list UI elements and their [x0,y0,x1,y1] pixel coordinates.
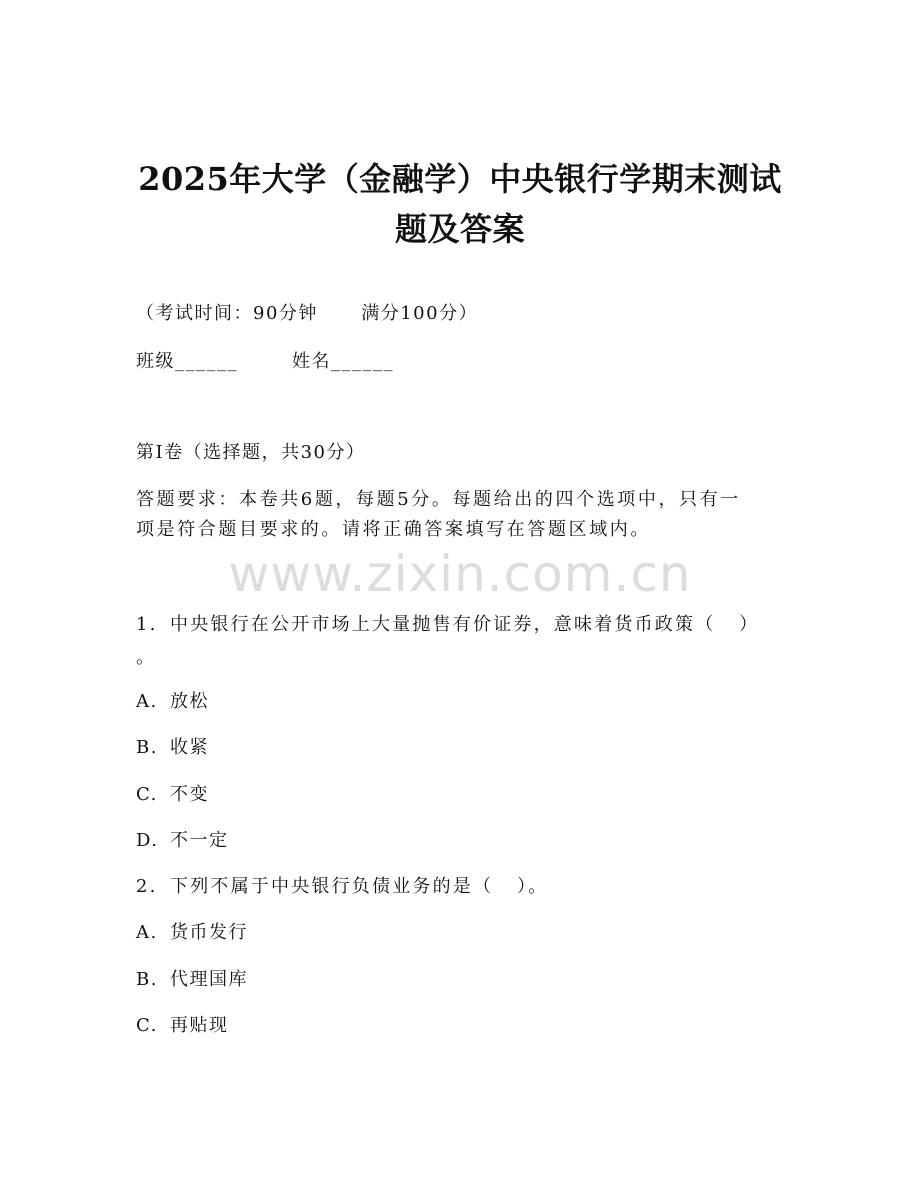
instructions-line-1: 答题要求：本卷共6题，每题5分。每题给出的四个选项中，只有一 [136,489,741,510]
option-text: 代理国库 [170,969,248,990]
question-stem [136,612,759,638]
option-letter: D. [136,830,159,851]
option-b [136,735,209,761]
section-heading: 第Ⅰ卷（选择题，共30分） [136,442,366,463]
option-c [136,1013,229,1039]
title-line-2: 题及答案 [394,210,525,248]
option-text: 放松 [170,691,209,712]
option-letter: A. [136,691,158,712]
option-letter: A. [136,922,158,943]
watermark: www.zixin.com.cn [228,545,692,603]
title-line-1: 2025年大学（金融学）中央银行学期末测试 [138,160,782,198]
question-stem [136,874,548,900]
question-number: 2. [136,876,158,897]
option-text: 不变 [170,784,209,805]
class-field: 班级______ [136,351,238,372]
question-text: 下列不属于中央银行负债业务的是（ ）。 [170,876,549,897]
option-letter: B. [136,737,158,758]
option-d [136,828,229,854]
option-text: 再贴现 [170,1015,229,1036]
option-letter: C. [136,784,158,805]
option-a [136,920,248,946]
option-text: 货币发行 [170,922,248,943]
question-text: 中央银行在公开市场上大量抛售有价证券，意味着货币政策（ ） [170,614,760,635]
option-text: 收紧 [170,737,209,758]
question-number: 1. [136,614,158,635]
exam-info: （考试时间：90分钟 满分100分） [136,303,479,324]
option-a [136,689,209,715]
option-c [136,782,209,808]
option-letter: B. [136,969,158,990]
student-fields [136,349,394,375]
instructions-line-2: 项是符合题目要求的。请将正确答案填写在答题区域内。 [136,519,651,540]
option-letter: C. [136,1015,158,1036]
option-text: 不一定 [170,830,229,851]
question-text-continued: 。 [136,647,156,668]
name-field: 姓名______ [292,351,394,372]
option-b [136,967,248,993]
